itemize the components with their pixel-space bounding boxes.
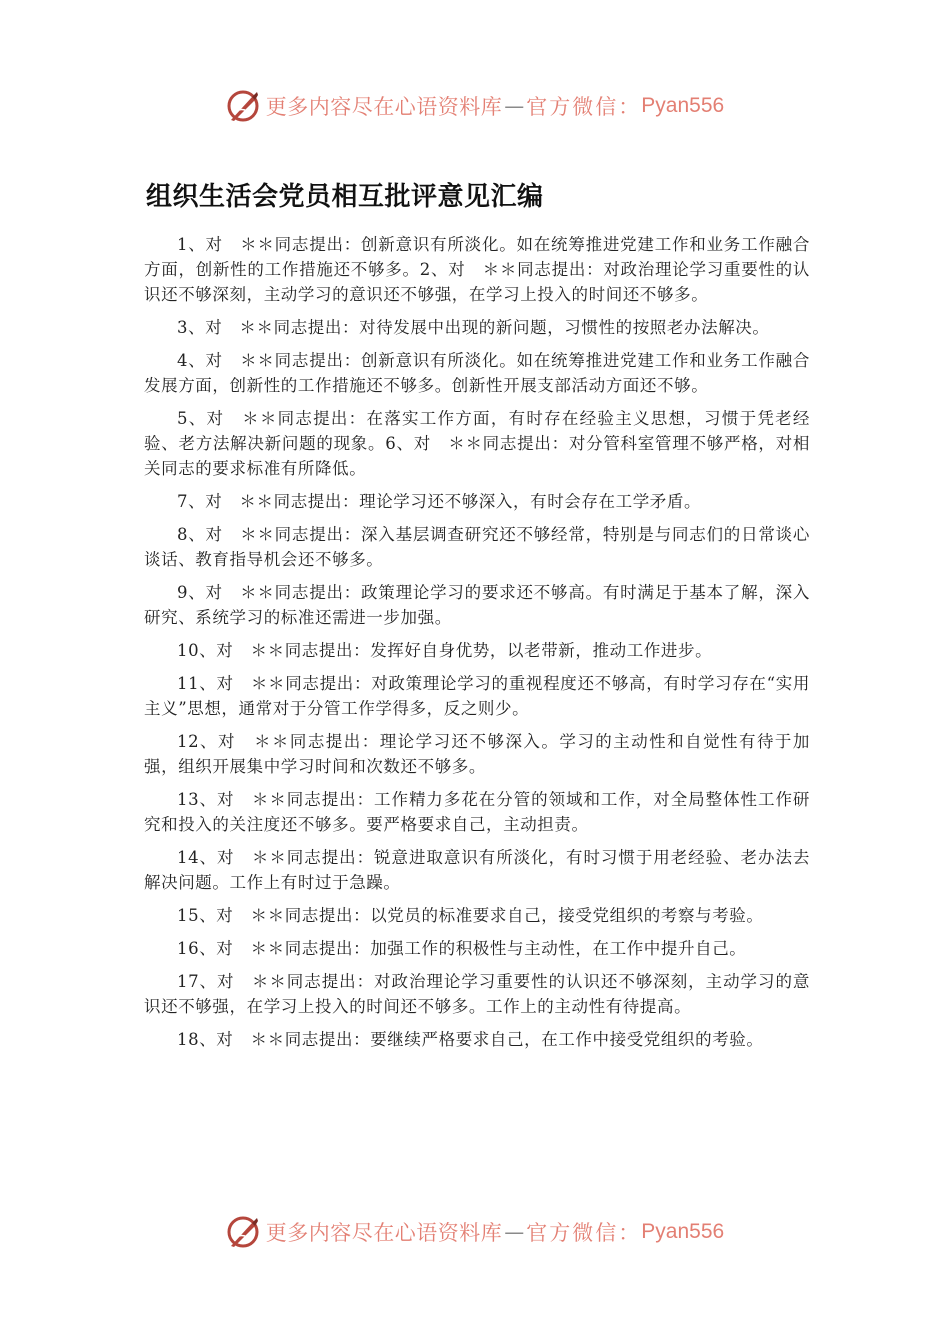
paragraph: 4、对 ＊＊同志提出：创新意识有所淡化。如在统筹推进党建工作和业务工作融合发展方面，创新性的工作措施还不够多。创新性开展支部活动方面还不够。 <box>144 351 810 395</box>
banner-wechat-label: 官方微信： <box>526 95 642 119</box>
paragraph: 3、对 ＊＊同志提出：对待发展中出现的新问题，习惯性的按照老办法解决。 <box>177 318 770 337</box>
pen-logo-icon <box>226 89 260 123</box>
paragraph: 16、对 ＊＊同志提出：加强工作的积极性与主动性，在工作中提升自己。 <box>177 939 747 958</box>
paragraph: 17、对 ＊＊同志提出：对政治理论学习重要性的认识还不够深刻，主动学习的意识还不够强，在学习上投入的时间还不够多。工作上的主动性有待提高。 <box>144 972 810 1016</box>
footer-banner <box>0 1212 950 1252</box>
banner-wechat-id: Pyan556 <box>641 1220 725 1243</box>
banner-dash: — <box>504 1220 525 1244</box>
document-body <box>144 232 810 1060</box>
pen-logo-icon <box>226 1215 260 1249</box>
paragraph: 9、对 ＊＊同志提出：政策理论学习的要求还不够高。有时满足于基本了解，深入研究、系统学习的标准还需进一步加强。 <box>144 583 810 627</box>
banner-dash: — <box>504 94 525 118</box>
paragraph: 18、对 ＊＊同志提出：要继续严格要求自己，在工作中接受党组织的考验。 <box>177 1030 764 1049</box>
header-banner <box>0 86 950 126</box>
paragraph: 8、对 ＊＊同志提出：深入基层调查研究还不够经常，特别是与同志们的日常谈心谈话、教育指导机会还不够多。 <box>144 525 810 569</box>
banner-wechat-id: Pyan556 <box>641 94 725 117</box>
paragraph: 10、对 ＊＊同志提出：发挥好自身优势，以老带新，推动工作进步。 <box>177 641 713 660</box>
document-title: 组织生活会党员相互批评意见汇编 <box>146 182 544 212</box>
banner-text: 更多内容尽在心语资料库 <box>265 95 503 119</box>
paragraph: 11、对 ＊＊同志提出：对政策理论学习的重视程度还不够高，有时学习存在“实用主义”思想，通常对于分管工作学得多，反之则少。 <box>144 674 810 718</box>
banner-wechat-label: 官方微信： <box>526 1221 642 1245</box>
paragraph: 1、对 ＊＊同志提出：创新意识有所淡化。如在统筹推进党建工作和业务工作融合方面，创新性的工作措施还不够多。2、对 ＊＊同志提出：对政治理论学习重要性的认识还不够深刻，主动学习的意识还不够强，在学习上投入的时间还不够多。 <box>144 235 810 304</box>
paragraph: 14、对 ＊＊同志提出：锐意进取意识有所淡化，有时习惯于用老经验、老办法去解决问题。工作上有时过于急躁。 <box>144 848 810 892</box>
paragraph: 12、对 ＊＊同志提出：理论学习还不够深入。学习的主动性和自觉性有待于加强，组织开展集中学习时间和次数还不够多。 <box>144 732 810 776</box>
paragraph: 5、对 ＊＊同志提出：在落实工作方面，有时存在经验主义思想，习惯于凭老经验、老方法解决新问题的现象。6、对 ＊＊同志提出：对分管科室管理不够严格，对相关同志的要求标准有所降低。 <box>144 409 810 478</box>
paragraph: 7、对 ＊＊同志提出：理论学习还不够深入，有时会存在工学矛盾。 <box>177 492 702 511</box>
paragraph: 13、对 ＊＊同志提出：工作精力多花在分管的领域和工作，对全局整体性工作研究和投入的关注度还不够多。要严格要求自己，主动担责。 <box>144 790 810 834</box>
banner-text: 更多内容尽在心语资料库 <box>265 1221 503 1245</box>
paragraph: 15、对 ＊＊同志提出：以党员的标准要求自己，接受党组织的考察与考验。 <box>177 906 764 925</box>
